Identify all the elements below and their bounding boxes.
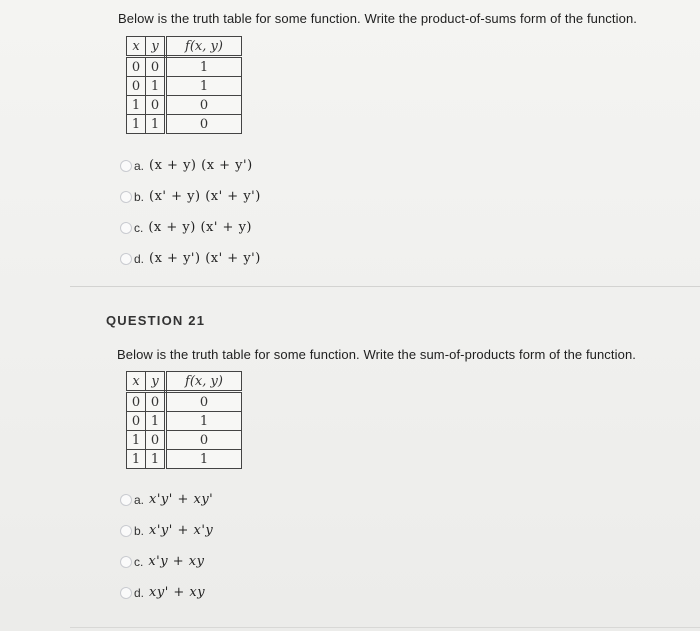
option-letter: c. (134, 220, 144, 235)
table-cell: 0 (127, 392, 146, 412)
table-cell: 1 (127, 431, 146, 450)
answer-options (120, 150, 261, 274)
table-row (127, 412, 242, 431)
option-c[interactable] (120, 546, 213, 577)
option-expression: xy' + xy (149, 585, 206, 600)
table-cell: 0 (146, 392, 166, 412)
option-expression: (x + y') (x' + y') (149, 251, 261, 266)
option-expression: (x' + y) (x' + y') (149, 189, 261, 204)
table-row (127, 77, 242, 96)
option-letter: c. (134, 554, 144, 569)
table-row (127, 392, 242, 412)
option-b[interactable] (120, 181, 261, 212)
radio-button[interactable] (120, 494, 132, 506)
table-row (127, 96, 242, 115)
radio-button[interactable] (120, 556, 132, 568)
truth-table (126, 36, 242, 134)
option-expression: x'y + xy (148, 554, 205, 569)
question-prompt: Below is the truth table for some function. Write the sum-of-products form of the function. (117, 347, 636, 362)
section-divider (70, 627, 700, 628)
option-d[interactable] (120, 243, 261, 274)
header-f: f(x, y) (166, 372, 242, 392)
table-cell: 1 (166, 450, 242, 469)
option-a[interactable] (120, 484, 213, 515)
option-expression: (x + y) (x' + y) (148, 220, 253, 235)
table-cell: 0 (166, 115, 242, 134)
table-row (127, 57, 242, 77)
radio-button[interactable] (120, 191, 132, 203)
table-cell: 0 (146, 57, 166, 77)
table-cell: 1 (146, 115, 166, 134)
option-expression: (x + y) (x + y') (149, 158, 253, 173)
option-letter: d. (134, 585, 145, 600)
header-y: y (146, 37, 166, 57)
table-cell: 1 (166, 412, 242, 431)
option-expression: x'y' + x'y (149, 523, 214, 538)
header-x: x (127, 372, 146, 392)
table-cell: 1 (127, 96, 146, 115)
radio-button[interactable] (120, 587, 132, 599)
table-cell: 1 (166, 77, 242, 96)
header-y: y (146, 372, 166, 392)
table-cell: 0 (166, 431, 242, 450)
option-letter: b. (134, 523, 145, 538)
radio-button[interactable] (120, 253, 132, 265)
table-cell: 1 (127, 450, 146, 469)
question-heading: QUESTION 21 (106, 313, 206, 328)
table-cell: 0 (166, 392, 242, 412)
table-cell: 1 (127, 115, 146, 134)
table-cell: 0 (146, 96, 166, 115)
header-x: x (127, 37, 146, 57)
option-letter: a. (134, 158, 145, 173)
option-letter: d. (134, 251, 145, 266)
table-row (127, 450, 242, 469)
table-row (127, 431, 242, 450)
option-d[interactable] (120, 577, 213, 608)
option-letter: a. (134, 492, 145, 507)
table-cell: 1 (166, 57, 242, 77)
section-divider (70, 286, 700, 287)
option-b[interactable] (120, 515, 213, 546)
option-a[interactable] (120, 150, 261, 181)
table-cell: 1 (146, 77, 166, 96)
answer-options (120, 484, 213, 608)
truth-table (126, 371, 242, 469)
option-expression: x'y' + xy' (149, 492, 214, 507)
header-f: f(x, y) (166, 37, 242, 57)
table-cell: 1 (146, 450, 166, 469)
radio-button[interactable] (120, 525, 132, 537)
table-cell: 0 (127, 77, 146, 96)
question-prompt: Below is the truth table for some function. Write the product-of-sums form of the function. (118, 11, 637, 26)
table-cell: 1 (146, 412, 166, 431)
table-cell: 0 (127, 57, 146, 77)
table-cell: 0 (127, 412, 146, 431)
option-letter: b. (134, 189, 145, 204)
radio-button[interactable] (120, 160, 132, 172)
table-cell: 0 (146, 431, 166, 450)
table-cell: 0 (166, 96, 242, 115)
option-c[interactable] (120, 212, 261, 243)
radio-button[interactable] (120, 222, 132, 234)
table-row (127, 115, 242, 134)
